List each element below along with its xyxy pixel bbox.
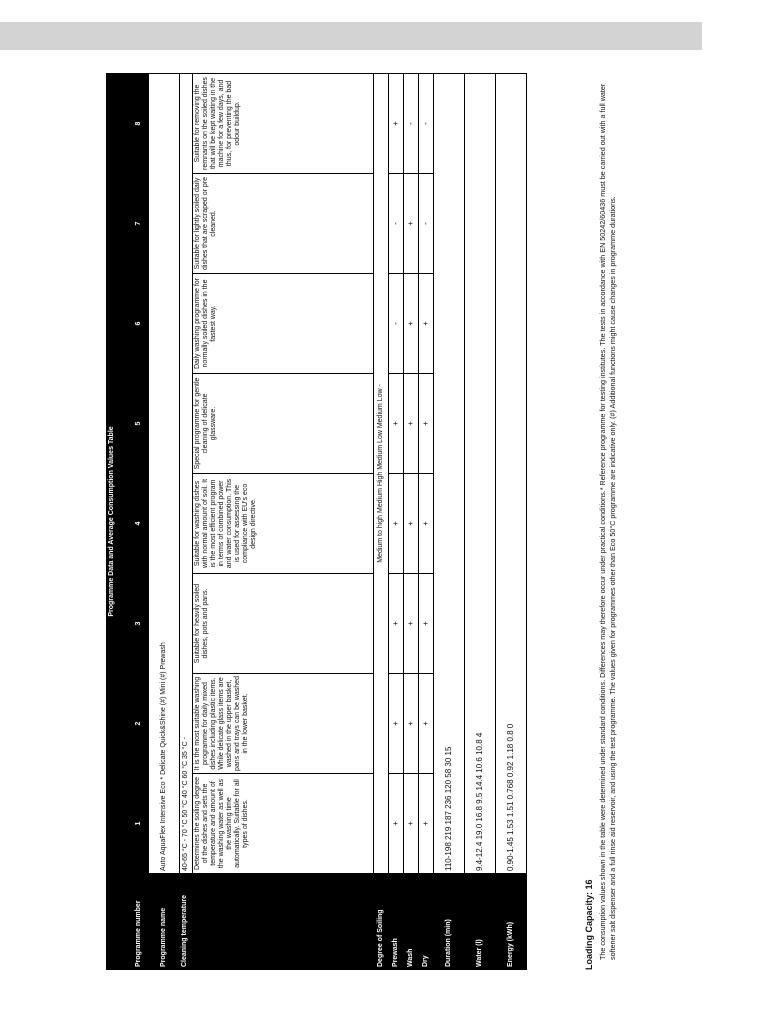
prewash-value: + bbox=[389, 474, 404, 574]
wash-value: + bbox=[404, 274, 419, 374]
wash-value: + bbox=[404, 574, 419, 674]
prewash-value: + bbox=[389, 374, 404, 474]
programme-description: Suitable for heavily soiled dishes, pots and pans. bbox=[193, 574, 374, 674]
programme-number: 3 bbox=[130, 574, 149, 674]
programme-description: Daily washing programme for normally soiled dishes in the fastest way. bbox=[193, 274, 374, 374]
wash-value: + bbox=[404, 774, 419, 874]
table-title: Programme Data and Average Consumption Values Table bbox=[107, 73, 130, 969]
programme-number: 4 bbox=[130, 474, 149, 574]
dry-value: + bbox=[419, 374, 434, 474]
prewash-value: + bbox=[389, 674, 404, 774]
prewash-value: - bbox=[389, 174, 404, 274]
duration-values: 110-198 219 187 236 120 58 30 15 bbox=[434, 73, 465, 873]
programme-number: 2 bbox=[130, 674, 149, 774]
programme-description: Determines the soiling degree of the dishes and sets the temperature and amount of the washing water as well as the washing time automatically. Suitable for all types of dishes. bbox=[193, 774, 374, 874]
rotated-page bbox=[100, 60, 640, 1000]
programme-description: Suitable for lightly soiled daily dishes that are scraped or pre cleaned. bbox=[193, 174, 374, 274]
wash-value: + bbox=[404, 474, 419, 574]
programme-number: 6 bbox=[130, 274, 149, 374]
dry-value: + bbox=[419, 474, 434, 574]
top-toolbar-bar bbox=[0, 22, 702, 50]
prewash-value: + bbox=[389, 73, 404, 173]
programme-data-table bbox=[106, 73, 527, 970]
prewash-value: + bbox=[389, 574, 404, 674]
dry-value: - bbox=[419, 174, 434, 274]
cleaning-temperatures: 40-65 °C - 70 °C 50 °C 40 °C 60 °C 35 °C - bbox=[180, 73, 193, 873]
wash-value: + bbox=[404, 174, 419, 274]
dry-value: + bbox=[419, 574, 434, 674]
label-programme-name: Programme name bbox=[149, 874, 180, 970]
label-degree-of-soiling: Degree of Soiling bbox=[374, 874, 389, 970]
label-energy: Energy (kWh) bbox=[496, 874, 527, 970]
water-values: 9.4-12.4 19.0 16.8 9.5 14.4 10.6 10.8 4 bbox=[465, 73, 496, 873]
degree-of-soiling-values: Medium to high Medium High Medium Low Medium Low - bbox=[374, 73, 389, 873]
wash-value: + bbox=[404, 674, 419, 774]
label-cleaning-temperature: Cleaning temperature bbox=[180, 874, 374, 970]
label-water: Water (l) bbox=[465, 874, 496, 970]
programme-number: 5 bbox=[130, 374, 149, 474]
programme-number: 8 bbox=[130, 73, 149, 173]
footnote: The consumption values shown in the table were determined under standard conditions. Differences may therefore occur under practical conditions.* Reference programme for testing institutes. The tests in accordance with EN 50242/60436 must be carried out with a full water softener salt dispenser and a full rinse aid reservoir, and using the test programme. The values given for programmes other than Eco 50°C programme are indicative only. (#) Additional functions might cause changes in programme durations. bbox=[598, 83, 617, 960]
wash-value: + bbox=[404, 374, 419, 474]
programme-description: It is the most suitable washing programme for daily mixed dishes including plastic items. While delicate glass items are washed in the upper basket, pans and trays can be washed in the lower basket. bbox=[193, 674, 374, 774]
label-duration: Duration (min) bbox=[434, 874, 465, 970]
dry-value: + bbox=[419, 674, 434, 774]
programme-description: Suitable for washing dishes with normal amount of soil. It is the most efficient program in terms of combined power and water consumption. This is used for assessing the compliance with EU's eco design directive. bbox=[193, 474, 374, 574]
programme-description: Suitable for removing the remnants on the soiled dishes that will be kept waiting in the machine for a few days, and thus, for preventing the bad odour buildup. bbox=[193, 73, 374, 173]
wash-value: - bbox=[404, 73, 419, 173]
energy-values: 0.90-1.45 1.53 1.51 0.768 0.92 1.18 0.8 0 bbox=[496, 73, 527, 873]
prewash-value: + bbox=[389, 774, 404, 874]
prewash-value: - bbox=[389, 274, 404, 374]
programme-description: Special programme for gentle cleaning of delicate glassware. bbox=[193, 374, 374, 474]
programme-number: 7 bbox=[130, 174, 149, 274]
label-prewash: Prewash bbox=[389, 874, 404, 970]
label-dry: Dry bbox=[419, 874, 434, 970]
programme-number: 1 bbox=[130, 774, 149, 874]
label-programme-number: Programme number bbox=[130, 874, 149, 970]
dry-value: + bbox=[419, 274, 434, 374]
label-wash: Wash bbox=[404, 874, 419, 970]
dry-value: - bbox=[419, 73, 434, 173]
dry-value: + bbox=[419, 774, 434, 874]
programme-names: Auto AquaFlex Intensive Eco * Delicate Quick&Shine (#) Mini (#) Prewash bbox=[149, 73, 180, 873]
loading-capacity: Loading Capacity: 16 bbox=[584, 879, 594, 970]
